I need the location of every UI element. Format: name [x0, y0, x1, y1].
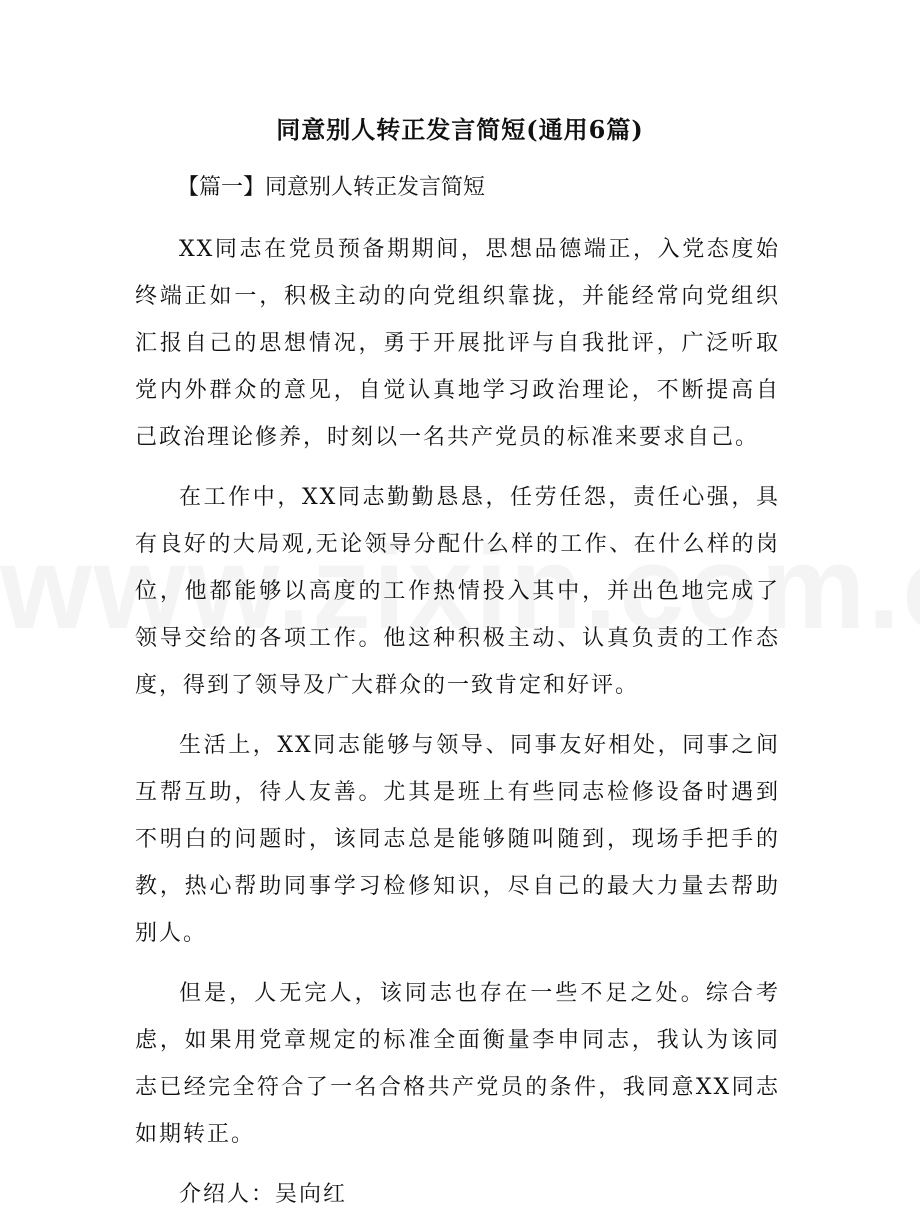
paragraph-3: 生活上，XX同志能够与领导、同事友好相处，同事之间互帮互助，待人友善。尤其是班上有些同志检修设备时遇到不明白的问题时，该同志总是能够随叫随到，现场手把手的教，热心帮助同事学习检修知识，尽自己的最大力量去帮助别人。	[135, 733, 780, 946]
document-title: 同意别人转正发言简短(通用6篇)	[276, 115, 644, 144]
signature-line: 介绍人：吴向红	[179, 1182, 348, 1207]
section-heading: 【篇一】同意别人转正发言简短	[177, 175, 486, 200]
paragraph-2: 在工作中，XX同志勤勤恳恳，任劳任怨，责任心强，具有良好的大局观,无论领导分配什么样的工作、在什么样的岗位，他都能够以高度的工作热情投入其中，并出色地完成了领导交给的各项工作。他这种积极主动、认真负责的工作态度，得到了领导及广大群众的一致肯定和好评。	[135, 485, 780, 698]
paragraph-4: 但是，人无完人，该同志也存在一些不足之处。综合考虑，如果用党章规定的标准全面衡量李申同志，我认为该同志已经完全符合了一名合格共产党员的条件，我同意XX同志如期转正。	[135, 981, 780, 1147]
document-body	[135, 170, 780, 1218]
paragraph-1: XX同志在党员预备期期间，思想品德端正，入党态度始终端正如一，积极主动的向党组织靠拢，并能经常向党组织汇报自己的思想情况，勇于开展批评与自我批评，广泛听取党内外群众的意见，自觉认真地学习政治理论，不断提高自己政治理论修养，时刻以一名共产党员的标准来要求自己。	[135, 237, 780, 450]
